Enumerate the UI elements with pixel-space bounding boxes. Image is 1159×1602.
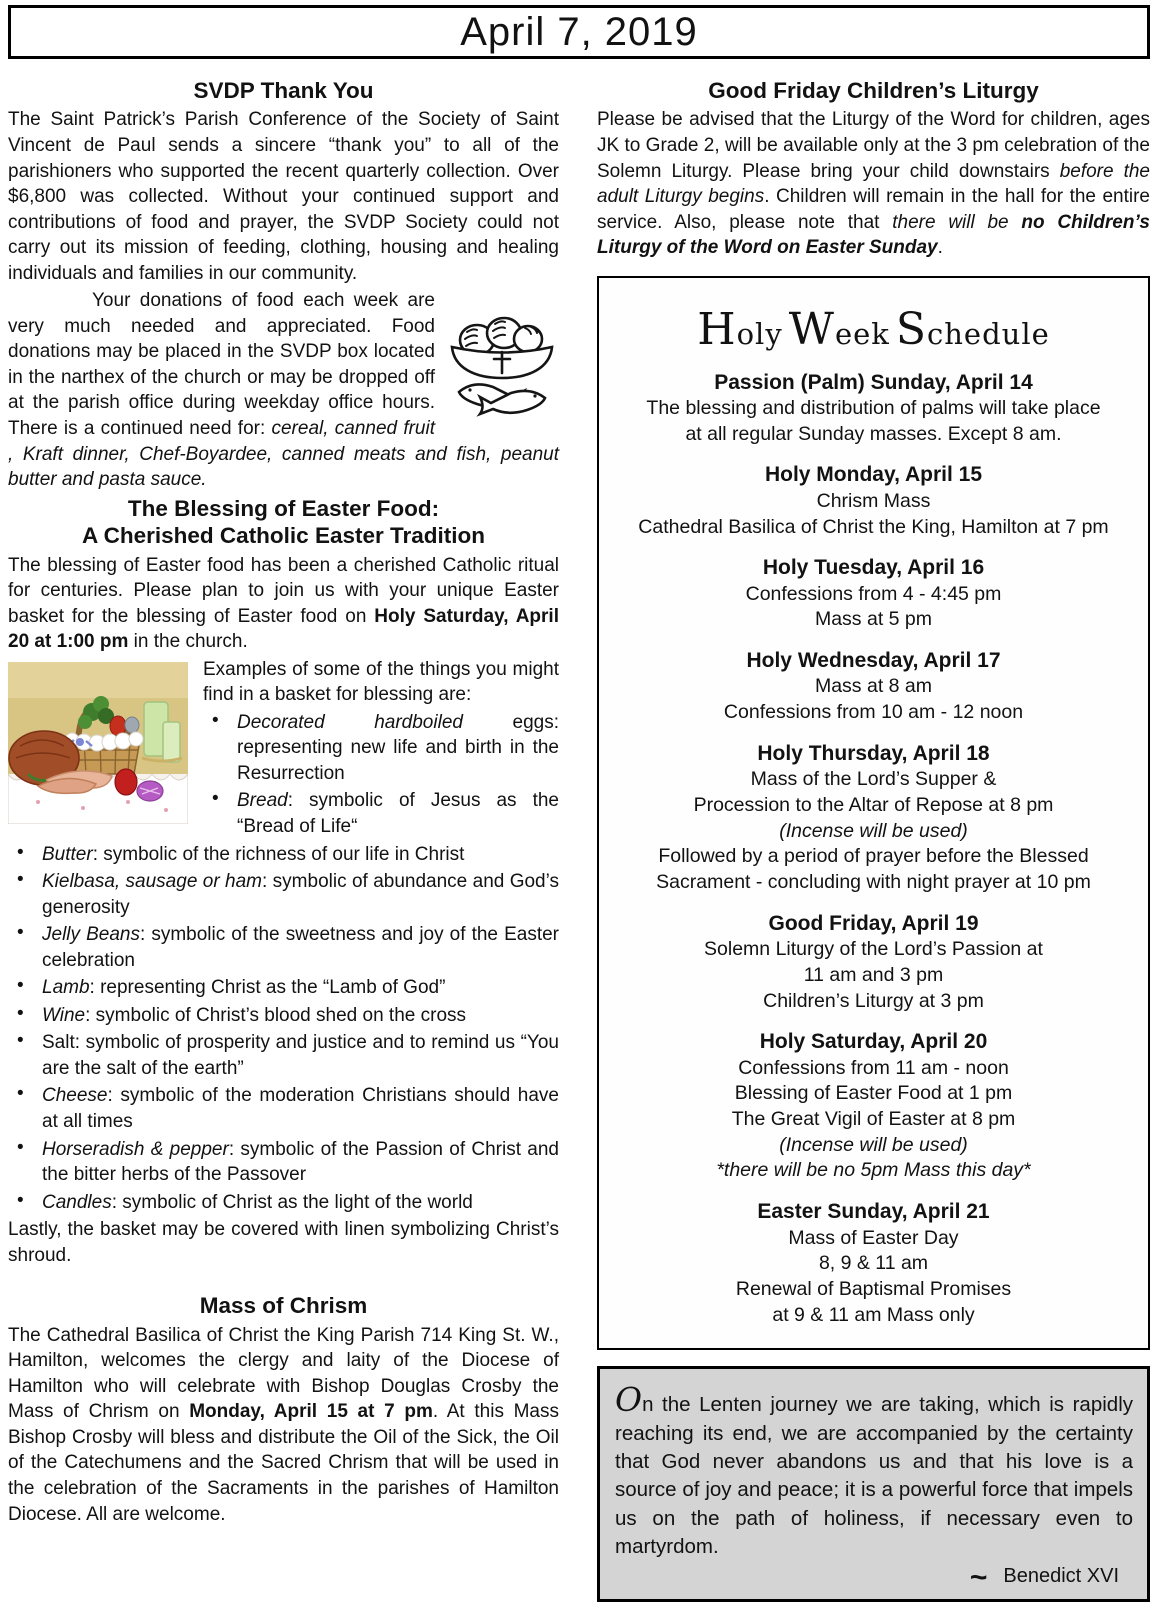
attribution-name: Benedict XVI: [1003, 1565, 1119, 1588]
schedule-entry: [613, 910, 1134, 1015]
schedule-line: Procession to the Altar of Repose at 8 pm: [693, 793, 1054, 816]
blessing-outro: [8, 1217, 559, 1268]
bullet-glyph: •: [17, 1136, 24, 1158]
schedule-line: The Great Vigil of Easter at 8 pm: [731, 1108, 1016, 1131]
schedule-day-heading: Good Friday, April 19: [768, 911, 979, 935]
text-run: : symbolic of the Passion of Christ and the bitter herbs of the Passover: [42, 1138, 559, 1186]
text-run: : symbolic of Jesus as the “Bread of Life“: [237, 790, 559, 837]
text-run: .: [937, 237, 943, 259]
holy-week-schedule-box: [597, 276, 1150, 1351]
basket-item-text: [42, 1003, 559, 1029]
bullet-glyph: •: [17, 975, 24, 997]
quote-attribution: [615, 1561, 1133, 1595]
basket-item: [8, 1003, 559, 1029]
bullet-glyph: •: [17, 841, 24, 863]
basket-item: [8, 842, 559, 868]
text-run: Bread: [237, 790, 288, 812]
left-column: [8, 75, 559, 1602]
schedule-day-heading: Holy Monday, April 15: [764, 463, 983, 487]
text-run: Cheese: [42, 1085, 108, 1107]
text-run: Monday, April 15 at 7 pm: [189, 1401, 433, 1423]
blessing-heading-line1: The Blessing of Easter Food:: [127, 495, 440, 521]
schedule-line: Confessions from 11 am - noon: [738, 1056, 1009, 1079]
basket-item-text: [42, 1030, 559, 1081]
text-run: : symbolic of the moderation Christians should have at all times: [42, 1085, 559, 1132]
bullet-glyph: •: [17, 1083, 24, 1105]
svdp-heading: SVDP Thank You: [193, 78, 374, 103]
schedule-day-heading: Passion (Palm) Sunday, April 14: [714, 370, 1033, 394]
text-run: Examples of some of the things you might find in a basket for blessing are:: [203, 658, 559, 706]
text-run: Butter: [42, 843, 93, 865]
schedule-day-heading: Holy Thursday, April 18: [757, 741, 990, 765]
blessing-heading-line2: A Cherished Catholic Easter Tradition: [81, 523, 485, 549]
schedule-line: *there will be no 5pm Mass this day*: [716, 1159, 1031, 1182]
schedule-line: Sacrament - concluding with night prayer at 10 pm: [656, 871, 1091, 894]
text-run: : symbolic of abundance and God’s generosity: [42, 871, 560, 918]
text-run: The Cathedral Basilica of Christ the King Parish 714 King St. W., Hamilton, welcomes the clergy and laity of the Diocese of Hamilton who will celebrate with Bishop Douglas Crosby the Mass of Chrism on: [8, 1324, 559, 1423]
schedule-line: Mass of Easter Day: [788, 1226, 959, 1249]
schedule-line: (Incense will be used): [779, 1133, 968, 1156]
text-run: Kielbasa, sausage or ham: [42, 871, 263, 893]
schedule-entry: [613, 554, 1134, 633]
quote-initial-letter: O: [615, 1380, 643, 1420]
schedule-line: at all regular Sunday masses. Except 8 am.: [685, 422, 1062, 445]
schedule-line: Solemn Liturgy of the Lord’s Passion at: [704, 938, 1043, 961]
text-run: Lamb: [42, 977, 90, 999]
loaves-and-fishes-image: [447, 314, 557, 418]
schedule-line: at 9 & 11 am Mass only: [772, 1303, 975, 1326]
text-run: before the adult Liturgy begins: [597, 160, 1150, 208]
basket-item-text: [42, 1137, 559, 1188]
schedule-line: Confessions from 4 - 4:45 pm: [745, 582, 1002, 605]
text-run: cereal, canned fruit , Kraft dinner, Chef-Boyardee, canned meats and fish, peanut butter and pasta sauce.: [8, 418, 559, 491]
schedule-line: (Incense will be used): [779, 819, 968, 842]
text-run: Lastly, the basket may be covered with linen symbolizing Christ’s shroud.: [8, 1219, 559, 1266]
schedule-day-heading: Holy Saturday, April 20: [759, 1030, 988, 1054]
svdp-paragraph-1: [8, 107, 559, 286]
schedule-entry: [613, 369, 1134, 448]
basket-item: [203, 710, 559, 787]
text-run: eggs: representing new life and birth in the Resurrection: [237, 711, 559, 784]
text-run: Please be advised that the Liturgy of the Word for children, ages JK to Grade 2, will be available only at the 3 pm celebration of the Solemn Liturgy. Please bring your child downstairs: [597, 109, 1150, 182]
text-run: The Saint Patrick’s Parish Conference of the Society of Saint Vincent de Paul sends a sincere “thank you” to all of the parishioners who supported the recent quarterly collection. Over $6,800 was collected. Without your continued support and contributions of food and prayer, the SVDP Society could not carry out its mission of feeding, clothing, housing and healing individuals and families in our community.: [8, 109, 559, 284]
schedule-day-heading: Holy Tuesday, April 16: [762, 556, 985, 580]
schedule-entries: [613, 369, 1134, 1329]
text-run: Holy Saturday, April 20 at 1:00 pm: [8, 605, 559, 653]
schedule-day-heading: Holy Wednesday, April 17: [746, 649, 1001, 673]
text-run: in the church.: [128, 631, 248, 653]
basket-item: [8, 922, 559, 973]
two-column-layout: [8, 75, 1150, 1602]
text-run: Wine: [42, 1004, 86, 1026]
basket-item-text: [42, 975, 559, 1001]
basket-item: [8, 869, 559, 920]
text-run: . At this Mass Bishop Crosby will bless and distribute the Oil of the Sick, the Oil of the Catechumens and the Sacred Chrism that will be used in the celebration of the Sacraments in the parishes of Hamilton Diocese. All are welcome.: [8, 1401, 559, 1525]
schedule-entry: [613, 1198, 1134, 1328]
blessing-intro: [8, 553, 559, 655]
schedule-entry: [613, 647, 1134, 726]
text-run: : representing Christ as the “Lamb of God”: [89, 977, 446, 999]
text-run: The blessing of Easter food has been a cherished Catholic ritual for centuries. Please plan to join us with your unique Easter basket for the blessing of Easter food on: [8, 554, 559, 627]
schedule-entry: [613, 740, 1134, 896]
basket-item: [8, 1030, 559, 1081]
bullet-glyph: •: [212, 788, 219, 810]
good-friday-heading: Good Friday Children’s Liturgy: [708, 78, 1039, 103]
text-run: . Children will remain in the hall for the entire service. Also, please note that: [597, 186, 1150, 233]
date-header: April 7, 2019: [8, 5, 1150, 59]
schedule-line: 8, 9 & 11 am: [818, 1252, 929, 1275]
title-word: Week: [788, 303, 890, 355]
text-run: Salt: symbolic of prosperity and justice and to remind us “You are the salt of the earth”: [42, 1032, 559, 1079]
schedule-line: Children’s Liturgy at 3 pm: [763, 989, 984, 1012]
schedule-entry: [613, 1028, 1134, 1184]
chrism-heading: Mass of Chrism: [199, 1293, 368, 1319]
basket-item: [203, 788, 559, 839]
basket-item-text: [42, 1190, 559, 1216]
basket-item-text: [42, 842, 559, 868]
schedule-line: 11 am and 3 pm: [803, 963, 944, 986]
svdp-paragraph-2: [8, 288, 559, 492]
basket-item-text: [42, 922, 559, 973]
right-column: [597, 75, 1150, 1602]
bullet-glyph: •: [212, 709, 219, 731]
schedule-line: Blessing of Easter Food at 1 pm: [734, 1082, 1013, 1105]
schedule-day-heading: Easter Sunday, April 21: [757, 1200, 990, 1224]
schedule-line: Followed by a period of prayer before the Blessed: [658, 845, 1089, 868]
basket-item: [8, 1190, 559, 1216]
schedule-line: The blessing and distribution of palms will take place: [646, 397, 1101, 420]
text-run: no Children’s Liturgy of the Word on Easter Sunday: [597, 211, 1150, 259]
text-run: Horseradish & pepper: [42, 1138, 229, 1160]
basket-item-text: [42, 1083, 559, 1134]
title-word: Holy: [697, 303, 783, 355]
schedule-line: Chrism Mass: [816, 489, 931, 512]
bullet-glyph: •: [17, 1030, 24, 1052]
basket-item-text: [42, 869, 559, 920]
text-run: Jelly Beans: [42, 924, 140, 946]
text-run: Your donations of food each week are very much needed and appreciated. Food donations may be placed in the SVDP box located in the narthex of the church or may be dropped off at the parish office during weekday office hours. There is a continued need for:: [8, 290, 435, 439]
basket-item: [8, 975, 559, 1001]
schedule-line: Mass at 8 am: [814, 675, 933, 698]
title-word: Schedule: [895, 303, 1050, 355]
text-run: Candles: [42, 1191, 112, 1213]
lenten-quote-box: [597, 1366, 1150, 1602]
text-run: there will be: [892, 211, 1022, 233]
bullet-glyph: •: [17, 869, 24, 891]
basket-item: [8, 1083, 559, 1134]
basket-item: [8, 1137, 559, 1188]
tilde-glyph: ~: [969, 1561, 988, 1595]
schedule-line: Mass of the Lord’s Supper &: [750, 768, 997, 791]
bullet-glyph: •: [17, 922, 24, 944]
text-run: : symbolic of the richness of our life in Christ: [92, 843, 465, 865]
quote-body-text: n the Lenten journey we are taking, which is rapidly reaching its end, we are accompanied by the certainty that God never abandons us and that his love is a source of joy and peace; it is a powerful force that impels us on the path of holiness, if necessary even to martyrdom.: [615, 1393, 1133, 1558]
bullet-glyph: •: [17, 1002, 24, 1024]
text-run: : symbolic of the sweetness and joy of the Easter celebration: [42, 924, 559, 971]
basket-item-text: [237, 788, 559, 839]
schedule-line: Mass at 5 pm: [814, 608, 933, 631]
bullet-glyph: •: [17, 1189, 24, 1211]
schedule-line: Renewal of Baptismal Promises: [735, 1277, 1012, 1300]
easter-basket-image: [8, 662, 188, 824]
schedule-line: Cathedral Basilica of Christ the King, Hamilton at 7 pm: [638, 515, 1109, 538]
good-friday-paragraph: [597, 107, 1150, 260]
basket-item-text: [237, 710, 559, 787]
schedule-entry: [613, 461, 1134, 540]
text-run: : symbolic of Christ’s blood shed on the cross: [85, 1004, 467, 1026]
chrism-paragraph: [8, 1323, 559, 1527]
text-run: Decorated hardboiled: [237, 711, 463, 733]
lenten-quote-text: [615, 1380, 1133, 1561]
schedule-line: Confessions from 10 am - 12 noon: [723, 701, 1024, 724]
holy-week-schedule-title: [613, 304, 1134, 355]
text-run: : symbolic of Christ as the light of the world: [111, 1191, 473, 1213]
